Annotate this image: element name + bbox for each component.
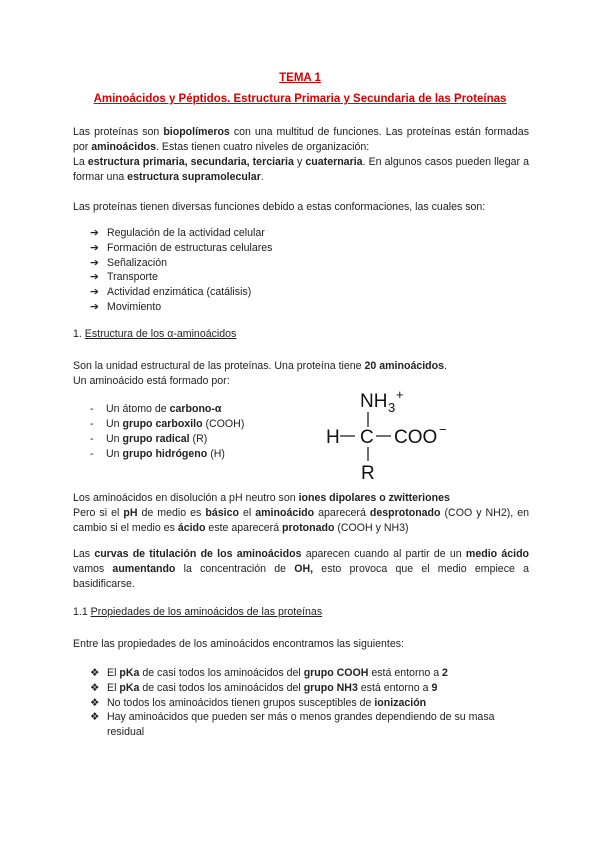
list-item: ❖ Hay aminoácidos que pueden ser más o menos grandes dependiendo de su masa residual: [90, 711, 495, 739]
list-item: - Un átomo de carbono-α: [90, 403, 222, 415]
plus-charge: +: [396, 387, 404, 402]
list-item: ➔ Transporte: [90, 271, 158, 284]
arrow-icon: ➔: [90, 256, 99, 269]
arrow-icon: ➔: [90, 286, 99, 299]
intro-paragraph: Las proteínas son biopolímeros con una multitud de funciones. Las proteínas están formadas por aminoácidos. Estas tienen cuatro niveles de organización: La estructura primaria, secundaria, terciaria y cuaternaria. En algunos casos pueden llegar a formar una estructura supramolecular.: [73, 126, 530, 183]
arrow-icon: ➔: [90, 227, 99, 239]
functions-lead: Las proteínas tienen diversas funciones debido a estas conformaciones, las cuales son:: [73, 201, 486, 213]
arrow-icon: ➔: [90, 271, 99, 284]
properties-list: [90, 666, 530, 740]
minus-charge: −: [439, 422, 447, 437]
titration-paragraph: Las curvas de titulación de los aminoácidos aparecen cuando al partir de un medio ácido vamos aumentando la concentración de OH, esto provoca que el medio empiece a basidificarse.: [73, 548, 530, 590]
section-heading-1-1: 1.1 Propiedades de los aminoácidos de las proteínas: [73, 606, 323, 618]
list-item: ➔ Actividad enzimática (catálisis): [90, 286, 252, 299]
zwitterion-paragraph: Los aminoácidos en disolución a pH neutro son iones dipolares o zwitteriones Pero si el pH de medio es básico el aminoácido aparecerá desprotonado (COO y NH2), en cambio si el medio es ácido este aparecerá protonado (COOH y NH3): [73, 492, 529, 534]
list-item: ➔ Formación de estructuras celulares: [90, 241, 273, 254]
nh3-label: NH: [360, 391, 388, 412]
list-item: ❖ No todos los aminoácidos tienen grupos susceptibles de ionización: [90, 696, 427, 709]
nh3-subscript: 3: [388, 400, 396, 415]
properties-lead: Entre las propiedades de los aminoácidos encontramos las siguientes:: [73, 638, 404, 650]
r-label: R: [361, 463, 375, 484]
list-item: - Un grupo hidrógeno (H): [90, 448, 225, 460]
alpha-carbon-label: C: [360, 427, 374, 448]
diamond-bullet-icon: ❖: [90, 667, 100, 679]
section1-paragraph: Son la unidad estructural de las proteínas. Una proteína tiene 20 aminoácidos. Un aminoácido está formado por:: [73, 360, 447, 387]
diamond-bullet-icon: ❖: [90, 681, 100, 694]
list-item: ❖ El pKa de casi todos los aminoácidos del grupo COOH está entorno a 2: [90, 667, 448, 679]
document-title: TEMA 1: [279, 72, 321, 84]
list-item: - Un grupo radical (R): [90, 433, 208, 445]
section-heading-1: 1. Estructura de los α-aminoácidos: [73, 328, 237, 340]
diamond-bullet-icon: ❖: [90, 696, 100, 709]
arrow-icon: ➔: [90, 241, 99, 254]
list-item: ➔ Movimiento: [90, 300, 162, 313]
list-item: ➔ Regulación de la actividad celular: [90, 227, 265, 239]
functions-list: [90, 226, 540, 315]
list-item: ❖ El pKa de casi todos los aminoácidos del grupo NH3 está entorno a 9: [90, 681, 438, 694]
coo-label: COO: [394, 427, 438, 448]
h-label: H: [326, 427, 340, 448]
components-list: [90, 402, 244, 462]
arrow-icon: ➔: [90, 300, 99, 313]
list-item: - Un grupo carboxilo (COOH): [90, 418, 245, 430]
document-subtitle: Aminoácidos y Péptidos. Estructura Primaria y Secundaria de las Proteínas: [93, 93, 507, 105]
amino-acid-structure-diagram: [318, 384, 458, 484]
diamond-bullet-icon: ❖: [90, 711, 100, 724]
list-item: ➔ Señalización: [90, 256, 168, 269]
